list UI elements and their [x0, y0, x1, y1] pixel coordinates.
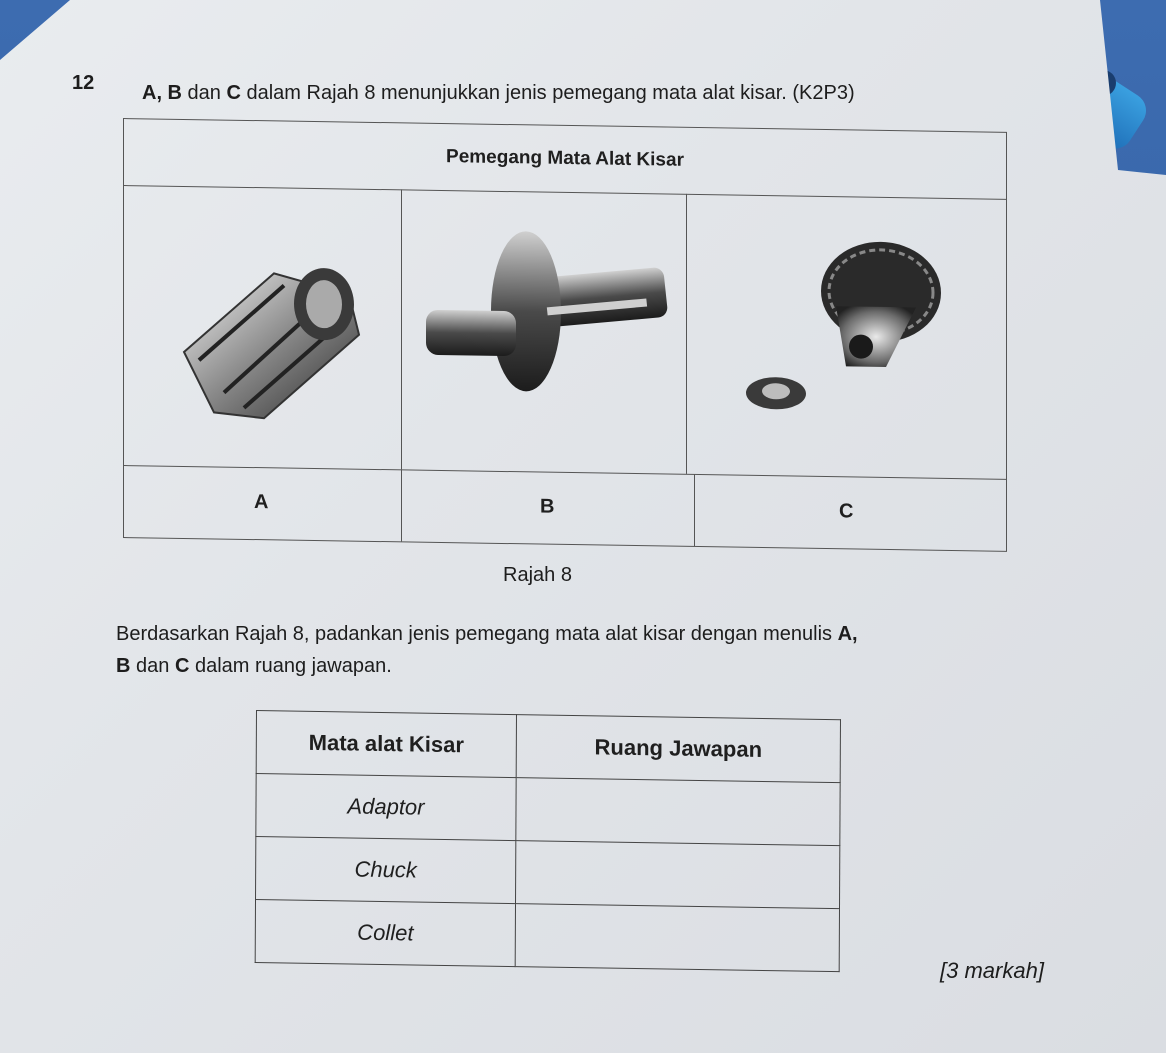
label-divider — [401, 469, 402, 541]
figure-caption: Rajah 8 — [503, 564, 572, 586]
table-row — [256, 774, 840, 846]
answer-table — [255, 710, 841, 972]
figure-cell-c — [686, 194, 1006, 479]
label-a: A — [254, 491, 269, 514]
figure-cell-b — [401, 189, 687, 473]
instruction-text: Berdasarkan Rajah 8, padankan jenis pemegang mata alat kisar dengan menulis A, B dan C dalam ruang jawapan. — [116, 623, 858, 677]
label-b: B — [540, 495, 555, 518]
label-c: C — [839, 500, 854, 523]
figure-title: Pemegang Mata Alat Kisar — [446, 146, 684, 171]
answer-space[interactable] — [516, 841, 840, 909]
table-row — [256, 836, 840, 908]
collet-image — [124, 185, 401, 469]
chuck-image — [686, 194, 1006, 479]
answer-space[interactable] — [516, 778, 840, 846]
label-divider — [694, 474, 695, 546]
tool-name: Collet — [255, 899, 515, 966]
adaptor-image — [401, 189, 686, 473]
figure-table — [123, 118, 1007, 552]
tool-name: Adaptor — [256, 774, 516, 841]
header-answer-space: Ruang Jawapan — [516, 715, 840, 783]
header-tool: Mata alat Kisar — [256, 711, 516, 778]
question-number: 12 — [72, 72, 95, 94]
marks-label: [3 markah] — [940, 958, 1044, 983]
question-text: A, B dan C dalam Rajah 8 menunjukkan jenis pemegang mata alat kisar. (K2P3) — [142, 82, 855, 104]
tool-name: Chuck — [256, 836, 516, 903]
figure-cell-a — [124, 185, 402, 469]
table-row — [255, 899, 839, 971]
answer-space[interactable] — [515, 904, 839, 972]
answer-table-header — [256, 711, 840, 783]
